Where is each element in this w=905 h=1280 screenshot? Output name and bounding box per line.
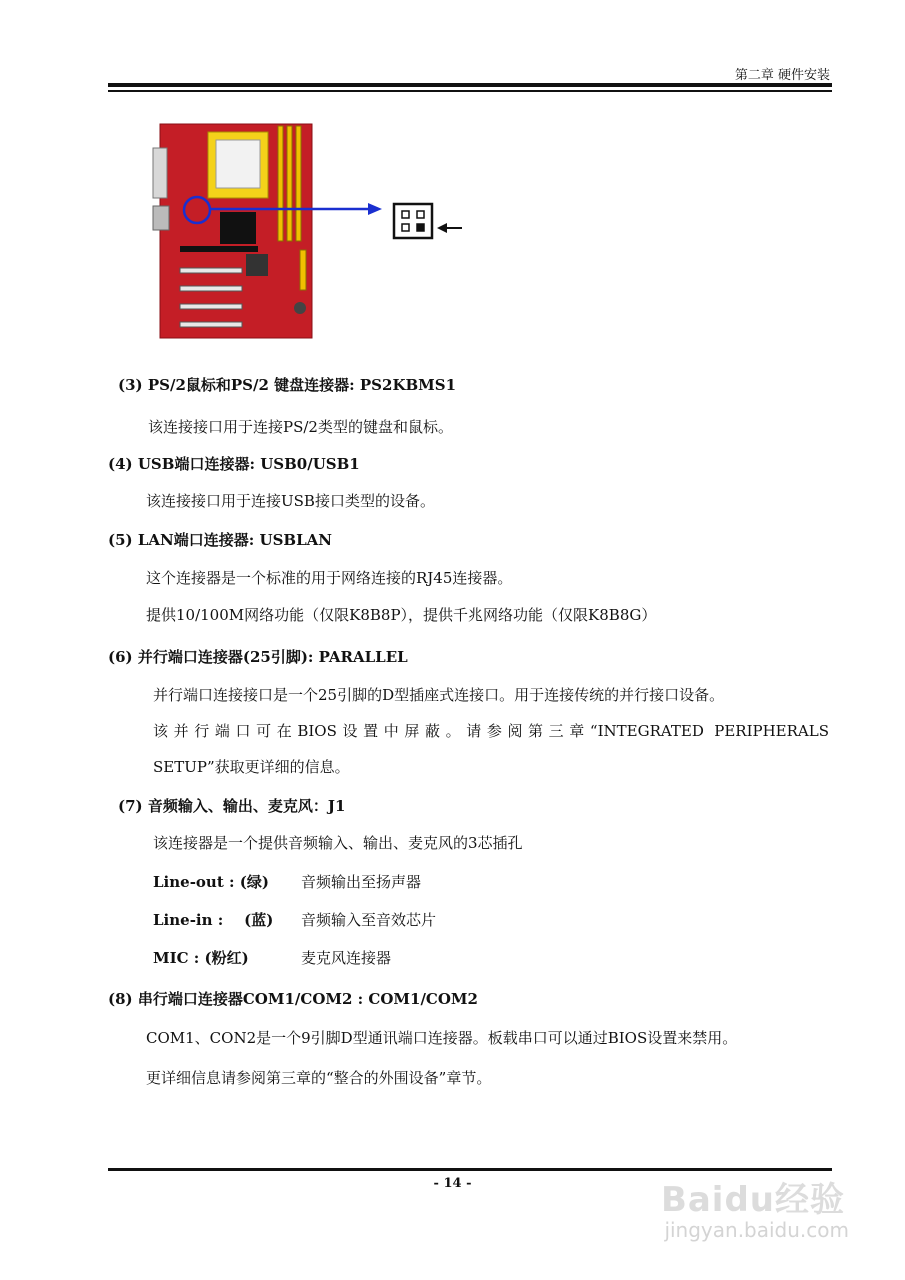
io-usb (153, 206, 169, 230)
jumper-pin (402, 211, 409, 218)
section-4-title: (4) USB端口连接器: USB0/USB1 (108, 455, 360, 473)
io-panel (153, 148, 167, 198)
agp-slot (180, 246, 258, 252)
section-5-title: (5) LAN端口连接器: USBLAN (108, 531, 332, 549)
footer-rule (108, 1168, 832, 1171)
section-5-desc-1: 这个连接器是一个标准的用于网络连接的RJ45连接器。 (146, 569, 513, 587)
pci-slot (180, 286, 242, 291)
pci-slot (180, 268, 242, 273)
jumper-pin-1 (417, 224, 424, 231)
section-3-desc: 该连接接口用于连接PS/2类型的键盘和鼠标。 (148, 418, 453, 436)
audio-row-label: MIC : (粉红) (153, 949, 249, 967)
section-4-desc: 该连接接口用于连接USB接口类型的设备。 (146, 492, 435, 510)
audio-row-desc: 音频输出至扬声器 (301, 873, 422, 891)
chapter-header: 第二章 硬件安装 (734, 68, 830, 83)
section-6-desc-2: 该并行端口可在BIOS设置中屏蔽。请参阅第三章“INTEGRATED PERIPHERALS (153, 722, 829, 740)
header-rule-thin (108, 90, 832, 92)
dimm-slot (278, 126, 283, 241)
pin1-arrowhead-icon (437, 223, 447, 233)
ide-connector (300, 250, 306, 290)
section-8-desc-2: 更详细信息请参阅第三章的“整合的外围设备”章节。 (146, 1069, 492, 1087)
pci-slot (180, 304, 242, 309)
section-3-title: (3) PS/2鼠标和PS/2 键盘连接器: PS2KBMS1 (118, 376, 457, 394)
section-8-desc-1: COM1、CON2是一个9引脚D型通讯端口连接器。板载串口可以通过BIOS设置来禁用。 (146, 1029, 738, 1047)
section-8-title: (8) 串行端口连接器COM1/COM2 : COM1/COM2 (108, 990, 478, 1008)
jumper-pin (417, 211, 424, 218)
chipset-heatsink (220, 212, 256, 244)
audio-row-label: Line-in : (蓝) (153, 911, 274, 929)
motherboard-diagram (150, 118, 480, 348)
dimm-slot (296, 126, 301, 241)
section-6-desc-1: 并行端口连接接口是一个25引脚的D型插座式连接口。用于连接传统的并行接口设备。 (153, 686, 725, 704)
section-6-desc-3: SETUP”获取更详细的信息。 (153, 758, 350, 776)
section-7-title: (7) 音频输入、输出、麦克风：J1 (118, 797, 346, 815)
section-5-desc-2: 提供10/100M网络功能（仅限K8B8P），提供千兆网络功能（仅限K8B8G） (146, 606, 657, 624)
pci-slot (180, 322, 242, 327)
dimm-slot (287, 126, 292, 241)
watermark-url: jingyan.baidu.com (664, 1218, 849, 1242)
audio-row-label: Line-out : (绿) (153, 873, 269, 891)
cpu-socket (216, 140, 260, 188)
audio-row-desc: 音频输入至音效芯片 (301, 911, 437, 929)
southbridge (246, 254, 268, 276)
section-7-desc: 该连接器是一个提供音频输入、输出、麦克风的3芯插孔 (153, 834, 523, 852)
header-rule-thick (108, 83, 832, 87)
page-number: - 14 - (433, 1176, 472, 1191)
battery (294, 302, 306, 314)
watermark-logo: Baidu经验 (660, 1180, 845, 1220)
section-6-title: (6) 并行端口连接器(25引脚): PARALLEL (108, 648, 408, 666)
jumper-pin (402, 224, 409, 231)
audio-row-desc: 麦克风连接器 (301, 949, 392, 967)
jumper-header (394, 204, 432, 238)
callout-arrowhead (368, 203, 382, 215)
